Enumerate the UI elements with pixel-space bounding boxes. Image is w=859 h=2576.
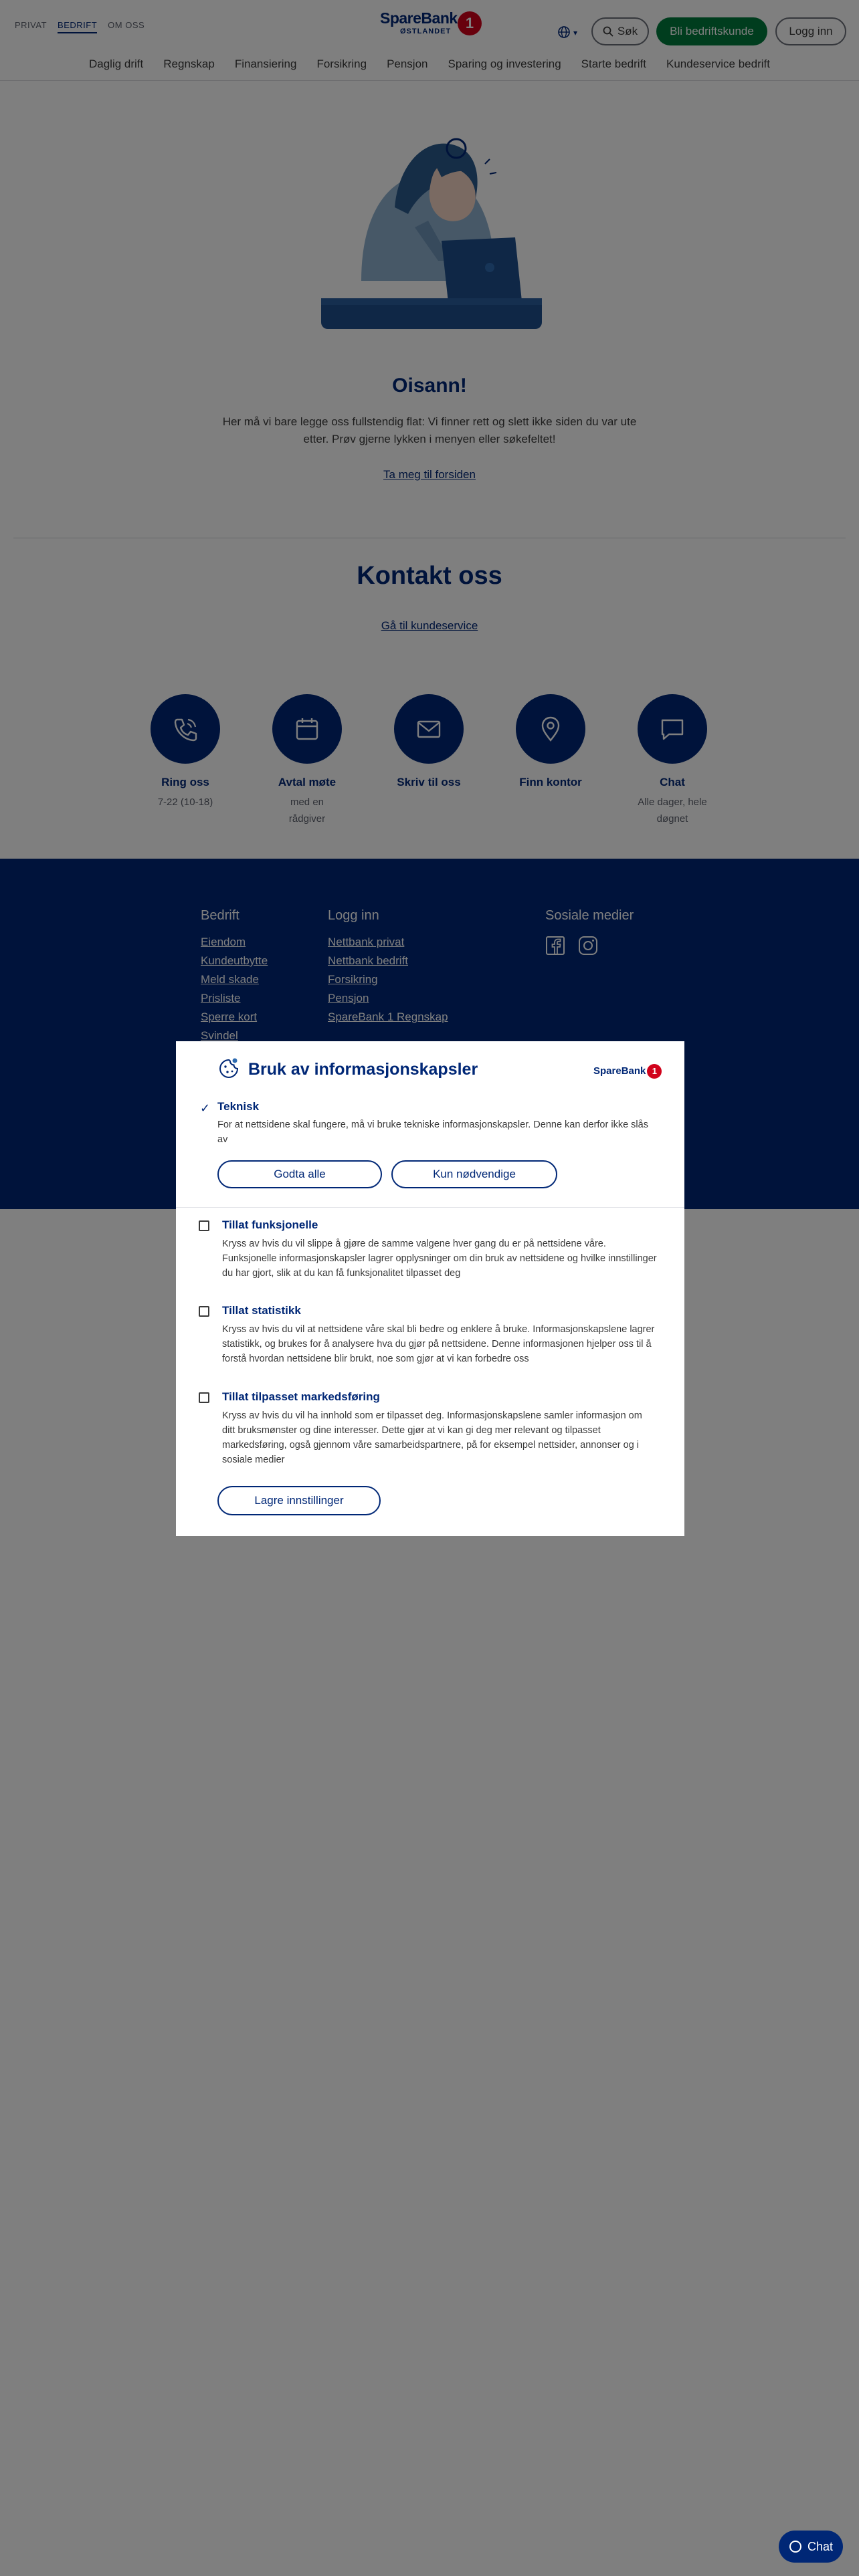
dialog-logo-badge: 1 xyxy=(647,1064,662,1079)
cookie-icon xyxy=(217,1057,240,1080)
only-necessary-button[interactable]: Kun nødvendige xyxy=(391,1160,557,1188)
dialog-title: Bruk av informasjonskapsler xyxy=(248,1060,478,1079)
save-settings-button[interactable]: Lagre innstillinger xyxy=(217,1486,381,1515)
statistics-title: Tillat statistikk xyxy=(222,1304,301,1317)
statistics-checkbox[interactable] xyxy=(199,1306,209,1317)
marketing-title: Tillat tilpasset markedsføring xyxy=(222,1390,380,1403)
dialog-logo-name: SpareBank xyxy=(593,1065,646,1077)
checkmark-icon: ✓ xyxy=(200,1101,211,1115)
marketing-text: Kryss av hvis du vil ha innhold som er tilpasset deg. Informasjonskapslene samler informasjon om ditt bruksmønster og dine interesser. Dette gjør at vi kan gi deg mer relevant og tilpasset markedsføring, også gjennom våre samarbeidspartnere, på for eksempel nettsider, annonser og i sosiale medier xyxy=(222,1410,642,1465)
dialog-logo xyxy=(593,1064,662,1079)
chat-button[interactable] xyxy=(779,2531,843,2563)
technical-cookies-text: For at nettsidene skal fungere, må vi bruke tekniske informasjonskapsler. Denne kan derfor ikke slås av xyxy=(217,1119,648,1145)
chat-icon xyxy=(789,2540,802,2553)
functional-text: Kryss av hvis du vil slippe å gjøre de samme valgene hver gang du er på nettsidene våre. Funksjonelle informasjonskapsler lagrer opplysninger om din bruk av nettsidene og hvilke innstillinger du har gjort, slik at du kan få funksjonalitet tilpasset deg xyxy=(222,1239,657,1279)
functional-checkbox[interactable] xyxy=(199,1220,209,1231)
technical-cookies-title: Teknisk xyxy=(217,1100,260,1113)
marketing-checkbox[interactable] xyxy=(199,1392,209,1403)
cookie-consent-dialog xyxy=(176,1041,684,1536)
dialog-separator xyxy=(176,1207,684,1208)
chat-label: Chat xyxy=(807,2539,834,2553)
functional-title: Tillat funksjonelle xyxy=(222,1218,318,1231)
statistics-text: Kryss av hvis du vil at nettsidene våre skal bli bedre og enklere å bruke. Informasjonskapslene lagrer statistikk, og brukes for å analysere hva du gjør på nettsidene. Denne informasjonen hjelper oss til å forstå hvordan nettsidene blir brukt, noe som gjør at vi kan forbedre oss xyxy=(222,1324,655,1364)
accept-all-button[interactable]: Godta alle xyxy=(217,1160,382,1188)
